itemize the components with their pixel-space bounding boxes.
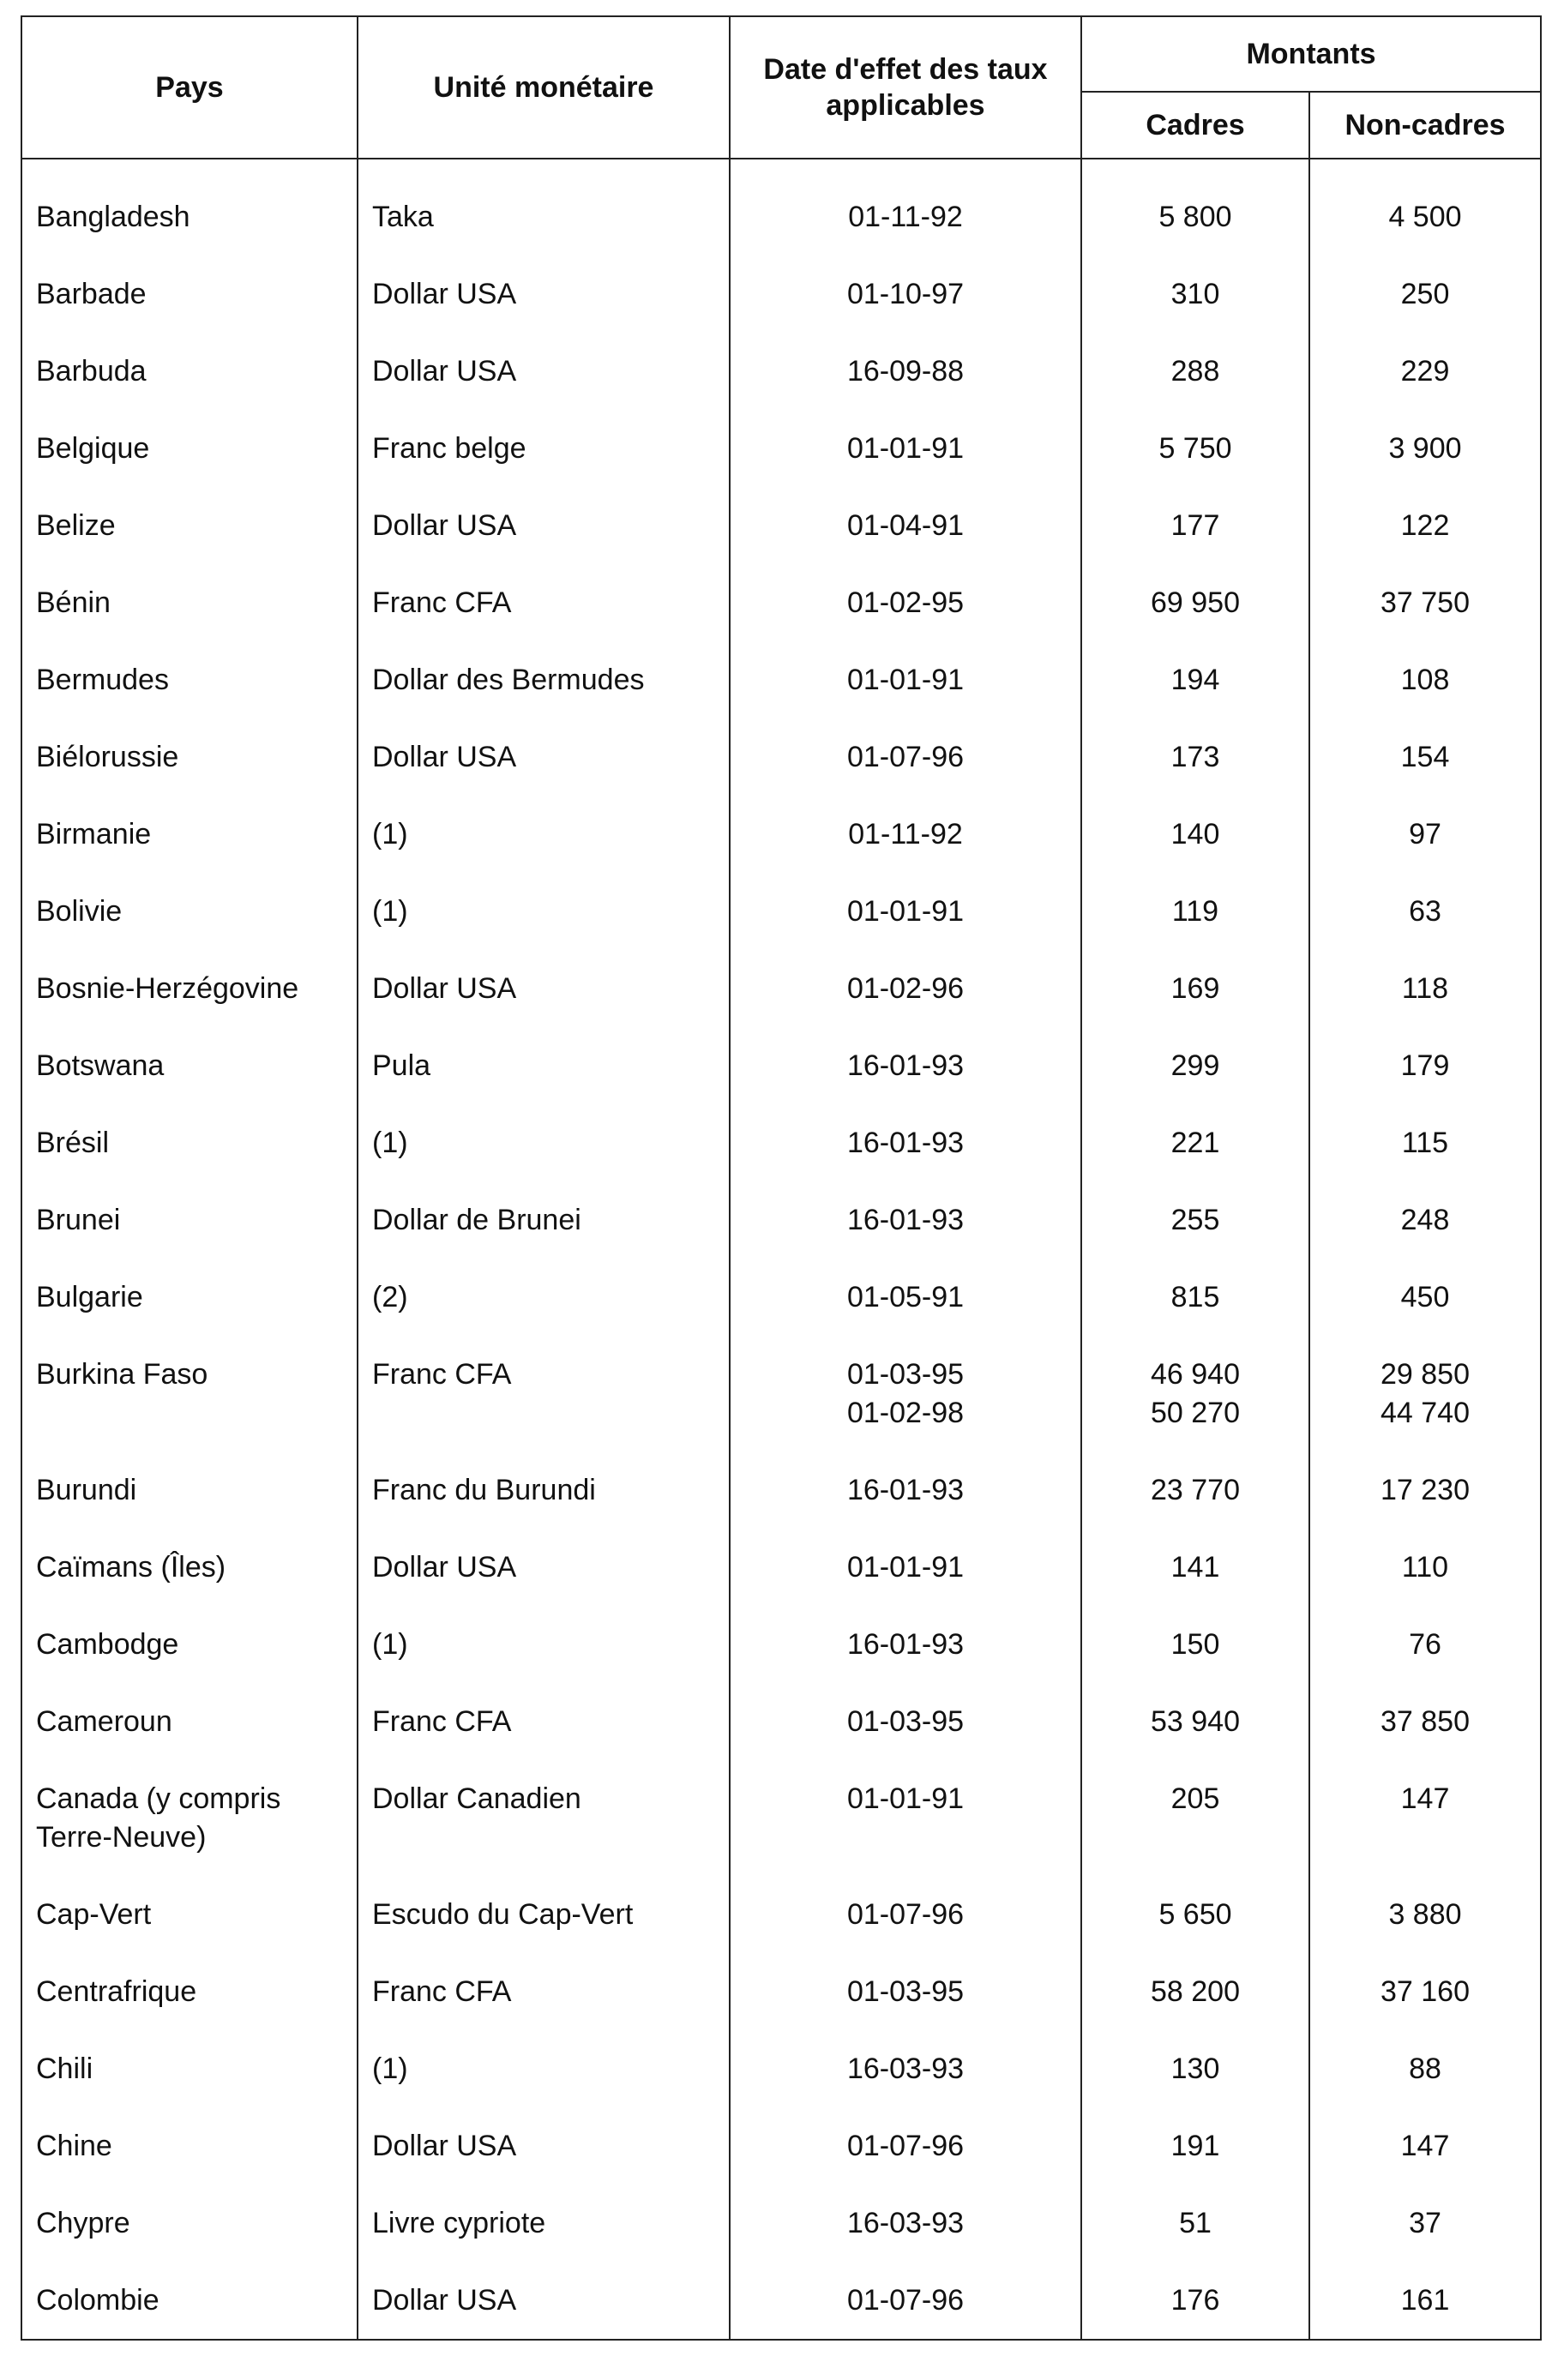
cell-cadres: 58 200 — [1081, 1934, 1309, 2011]
cell-cadres: 205 — [1081, 1741, 1309, 1857]
cell-noncadres: 248 — [1309, 1163, 1541, 1240]
cell-date: 16-09-88 — [730, 314, 1081, 391]
cell-noncadres: 115 — [1309, 1085, 1541, 1163]
cell-date: 01-01-91 — [730, 622, 1081, 700]
cell-unite: (1) — [358, 777, 730, 854]
cell-noncadres: 118 — [1309, 931, 1541, 1008]
table-row — [21, 1433, 1541, 1510]
cell-pays: Bermudes — [21, 622, 358, 700]
cell-date: 01-04-91 — [730, 468, 1081, 545]
cell-noncadres: 63 — [1309, 854, 1541, 931]
cell-noncadres: 29 850 44 740 — [1309, 1317, 1541, 1433]
table-row — [21, 700, 1541, 777]
cell-unite: (1) — [358, 1085, 730, 1163]
cell-cadres: 119 — [1081, 854, 1309, 931]
cell-unite: (1) — [358, 854, 730, 931]
cell-noncadres: 250 — [1309, 237, 1541, 314]
cell-cadres: 5 800 — [1081, 159, 1309, 237]
cell-cadres: 255 — [1081, 1163, 1309, 1240]
cell-cadres: 221 — [1081, 1085, 1309, 1163]
cell-pays: Centrafrique — [21, 1934, 358, 2011]
table-row — [21, 1085, 1541, 1163]
table-row — [21, 2166, 1541, 2243]
cell-date: 16-01-93 — [730, 1008, 1081, 1085]
cell-cadres: 288 — [1081, 314, 1309, 391]
cell-unite: Franc CFA — [358, 1934, 730, 2011]
table-row — [21, 777, 1541, 854]
table-row — [21, 1510, 1541, 1587]
cell-unite: Dollar USA — [358, 931, 730, 1008]
header-date: Date d'effet des taux applicables — [730, 16, 1081, 159]
cell-noncadres: 3 880 — [1309, 1857, 1541, 1934]
cell-date: 01-01-91 — [730, 391, 1081, 468]
table-row — [21, 314, 1541, 391]
cell-date: 01-02-95 — [730, 545, 1081, 622]
cell-noncadres: 147 — [1309, 2089, 1541, 2166]
cell-pays: Belize — [21, 468, 358, 545]
cell-date: 01-01-91 — [730, 1741, 1081, 1857]
table-row — [21, 1240, 1541, 1317]
cell-unite: (2) — [358, 1240, 730, 1317]
cell-pays: Belgique — [21, 391, 358, 468]
cell-pays: Chypre — [21, 2166, 358, 2243]
cell-date: 01-03-95 01-02-98 — [730, 1317, 1081, 1433]
table-row — [21, 159, 1541, 237]
cell-noncadres: 4 500 — [1309, 159, 1541, 237]
cell-unite: Dollar de Brunei — [358, 1163, 730, 1240]
cell-cadres: 299 — [1081, 1008, 1309, 1085]
cell-cadres: 177 — [1081, 468, 1309, 545]
cell-noncadres: 179 — [1309, 1008, 1541, 1085]
cell-noncadres: 37 — [1309, 2166, 1541, 2243]
cell-date: 16-01-93 — [730, 1587, 1081, 1664]
cell-cadres: 53 940 — [1081, 1664, 1309, 1741]
cell-noncadres: 37 850 — [1309, 1664, 1541, 1741]
header-unite: Unité monétaire — [358, 16, 730, 159]
cell-date: 16-03-93 — [730, 2166, 1081, 2243]
cell-date: 16-03-93 — [730, 2011, 1081, 2089]
cell-pays: Brésil — [21, 1085, 358, 1163]
cell-pays: Cameroun — [21, 1664, 358, 1741]
table-row — [21, 2089, 1541, 2166]
header-cadres: Cadres — [1081, 92, 1309, 159]
cell-noncadres: 37 160 — [1309, 1934, 1541, 2011]
cell-noncadres: 450 — [1309, 1240, 1541, 1317]
cell-noncadres: 147 — [1309, 1741, 1541, 1857]
cell-cadres: 815 — [1081, 1240, 1309, 1317]
cell-cadres: 51 — [1081, 2166, 1309, 2243]
cell-cadres: 169 — [1081, 931, 1309, 1008]
header-montants: Montants — [1081, 16, 1541, 92]
rates-table — [21, 15, 1542, 2341]
table-row — [21, 1317, 1541, 1433]
cell-pays: Burkina Faso — [21, 1317, 358, 1433]
cell-cadres: 150 — [1081, 1587, 1309, 1664]
cell-unite: Dollar USA — [358, 700, 730, 777]
cell-date: 16-01-93 — [730, 1085, 1081, 1163]
cell-unite: Franc CFA — [358, 545, 730, 622]
cell-date: 01-03-95 — [730, 1664, 1081, 1741]
cell-cadres: 69 950 — [1081, 545, 1309, 622]
cell-date: 01-07-96 — [730, 2089, 1081, 2166]
cell-noncadres: 97 — [1309, 777, 1541, 854]
cell-pays: Chine — [21, 2089, 358, 2166]
cell-pays: Bénin — [21, 545, 358, 622]
cell-unite: (1) — [358, 1587, 730, 1664]
cell-date: 01-07-96 — [730, 2243, 1081, 2340]
cell-cadres: 310 — [1081, 237, 1309, 314]
cell-date: 01-07-96 — [730, 1857, 1081, 1934]
cell-unite: Dollar USA — [358, 2089, 730, 2166]
cell-unite: Franc belge — [358, 391, 730, 468]
cell-date: 01-11-92 — [730, 777, 1081, 854]
cell-noncadres: 110 — [1309, 1510, 1541, 1587]
cell-unite: Franc du Burundi — [358, 1433, 730, 1510]
cell-cadres: 176 — [1081, 2243, 1309, 2340]
table-row — [21, 1587, 1541, 1664]
cell-noncadres: 88 — [1309, 2011, 1541, 2089]
cell-pays: Birmanie — [21, 777, 358, 854]
table-row — [21, 391, 1541, 468]
cell-cadres: 5 750 — [1081, 391, 1309, 468]
cell-pays: Chili — [21, 2011, 358, 2089]
table-row — [21, 931, 1541, 1008]
cell-pays: Caïmans (Îles) — [21, 1510, 358, 1587]
cell-date: 01-05-91 — [730, 1240, 1081, 1317]
cell-unite: Escudo du Cap-Vert — [358, 1857, 730, 1934]
cell-noncadres: 161 — [1309, 2243, 1541, 2340]
cell-pays: Bosnie-Herzégovine — [21, 931, 358, 1008]
cell-date: 16-01-93 — [730, 1163, 1081, 1240]
cell-pays: Barbade — [21, 237, 358, 314]
cell-noncadres: 108 — [1309, 622, 1541, 700]
cell-cadres: 173 — [1081, 700, 1309, 777]
cell-pays: Burundi — [21, 1433, 358, 1510]
cell-pays: Bangladesh — [21, 159, 358, 237]
cell-pays: Cap-Vert — [21, 1857, 358, 1934]
cell-pays: Cambodge — [21, 1587, 358, 1664]
cell-unite: Dollar des Bermudes — [358, 622, 730, 700]
cell-unite: Dollar USA — [358, 468, 730, 545]
cell-pays: Canada (y compris Terre-Neuve) — [21, 1741, 358, 1857]
cell-noncadres: 17 230 — [1309, 1433, 1541, 1510]
table-row — [21, 854, 1541, 931]
cell-noncadres: 76 — [1309, 1587, 1541, 1664]
cell-unite: Taka — [358, 159, 730, 237]
table-header — [21, 16, 1541, 159]
cell-date: 01-01-91 — [730, 854, 1081, 931]
cell-unite: Dollar USA — [358, 237, 730, 314]
cell-cadres: 130 — [1081, 2011, 1309, 2089]
table-row — [21, 1741, 1541, 1857]
cell-date: 01-11-92 — [730, 159, 1081, 237]
cell-date: 01-02-96 — [730, 931, 1081, 1008]
cell-noncadres: 229 — [1309, 314, 1541, 391]
cell-noncadres: 3 900 — [1309, 391, 1541, 468]
table-row — [21, 2243, 1541, 2340]
table-row — [21, 545, 1541, 622]
cell-pays: Bolivie — [21, 854, 358, 931]
header-pays: Pays — [21, 16, 358, 159]
cell-pays: Botswana — [21, 1008, 358, 1085]
cell-cadres: 5 650 — [1081, 1857, 1309, 1934]
cell-unite: (1) — [358, 2011, 730, 2089]
table-row — [21, 468, 1541, 545]
header-noncadres: Non-cadres — [1309, 92, 1541, 159]
cell-cadres: 140 — [1081, 777, 1309, 854]
table-row — [21, 1934, 1541, 2011]
cell-pays: Biélorussie — [21, 700, 358, 777]
cell-unite: Franc CFA — [358, 1317, 730, 1433]
cell-date: 01-10-97 — [730, 237, 1081, 314]
cell-pays: Bulgarie — [21, 1240, 358, 1317]
cell-pays: Colombie — [21, 2243, 358, 2340]
cell-cadres: 141 — [1081, 1510, 1309, 1587]
cell-unite: Dollar Canadien — [358, 1741, 730, 1857]
cell-unite: Dollar USA — [358, 2243, 730, 2340]
table-row — [21, 237, 1541, 314]
cell-unite: Dollar USA — [358, 314, 730, 391]
table-row — [21, 1008, 1541, 1085]
cell-cadres: 46 940 50 270 — [1081, 1317, 1309, 1433]
cell-unite: Livre cypriote — [358, 2166, 730, 2243]
cell-date: 01-03-95 — [730, 1934, 1081, 2011]
cell-pays: Barbuda — [21, 314, 358, 391]
cell-unite: Franc CFA — [358, 1664, 730, 1741]
table-row — [21, 1857, 1541, 1934]
cell-unite: Pula — [358, 1008, 730, 1085]
cell-noncadres: 122 — [1309, 468, 1541, 545]
cell-noncadres: 154 — [1309, 700, 1541, 777]
cell-cadres: 23 770 — [1081, 1433, 1309, 1510]
cell-unite: Dollar USA — [358, 1510, 730, 1587]
table-row — [21, 622, 1541, 700]
cell-noncadres: 37 750 — [1309, 545, 1541, 622]
cell-cadres: 191 — [1081, 2089, 1309, 2166]
cell-date: 01-07-96 — [730, 700, 1081, 777]
cell-date: 01-01-91 — [730, 1510, 1081, 1587]
table-body — [21, 159, 1541, 2340]
table-row — [21, 2011, 1541, 2089]
cell-date: 16-01-93 — [730, 1433, 1081, 1510]
cell-pays: Brunei — [21, 1163, 358, 1240]
table-row — [21, 1664, 1541, 1741]
cell-cadres: 194 — [1081, 622, 1309, 700]
table-row — [21, 1163, 1541, 1240]
